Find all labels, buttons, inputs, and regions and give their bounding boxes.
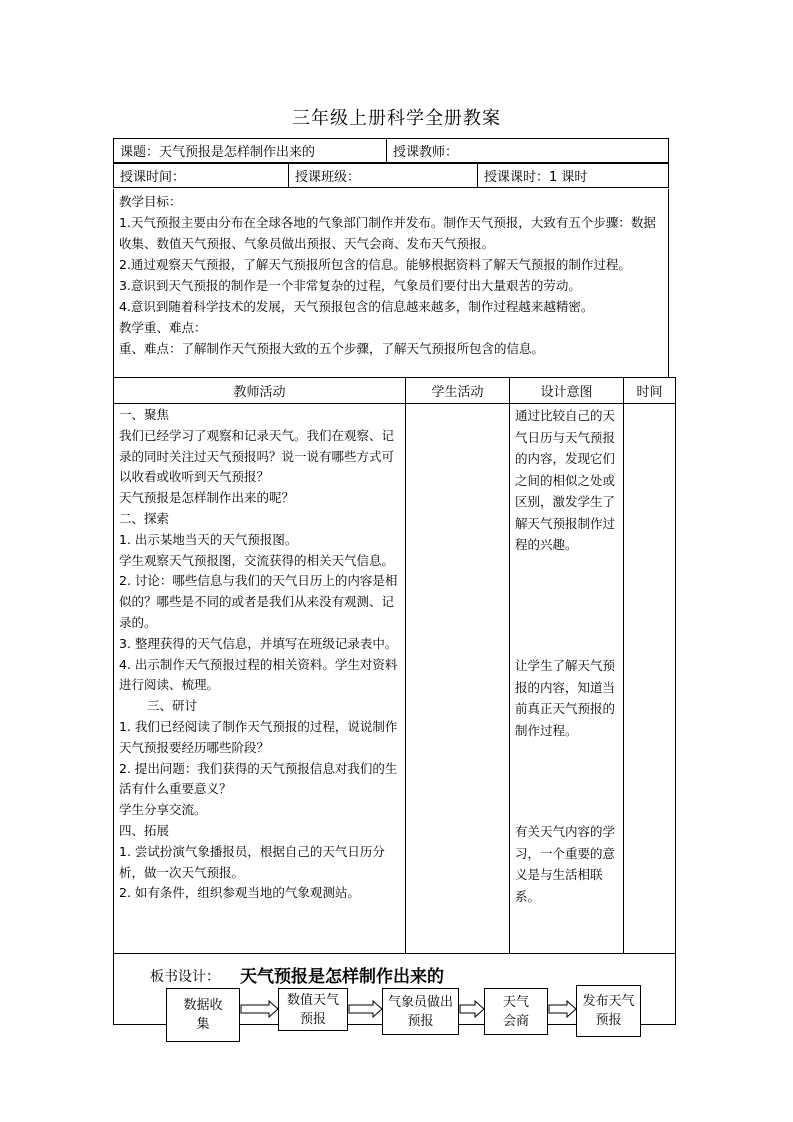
activity-line: 我们已经学习了观察和记录天气。我们在观察、记录的同时关注过天气预报吗？说一说有哪些方式可以收看或收听到天气预报？: [119, 427, 395, 485]
activity-line: 学生分享交流。: [119, 802, 207, 818]
time-cell-body: [623, 403, 676, 954]
activity-line: 一、聚焦: [119, 407, 170, 422]
flow-step-numerical-forecast: 数值天气预报: [278, 988, 348, 1031]
design-note-1: [515, 405, 620, 556]
time-cell: 授课时间：: [114, 164, 289, 188]
objective-line: 教学目标：: [119, 194, 182, 209]
activity-line: 2. 如有条件，组织参观当地的气象观测站。: [119, 885, 360, 901]
flow-step-publish: 发布天气预报: [576, 985, 641, 1037]
flow-step-data-collection: 数据收集: [166, 988, 240, 1042]
student-activity-header: 学生活动: [431, 385, 484, 400]
student-activity-cell: [405, 403, 510, 954]
topic-cell: 课题：天气预报是怎样制作出来的: [114, 139, 387, 163]
hours-cell: 授课课时：1 课时: [478, 164, 669, 188]
teacher-activity-header: 教师活动: [233, 385, 286, 400]
document-title: 三年级上册科学全册教案: [292, 108, 501, 129]
activity-line: 学生观察天气预报图，交流获得的相关天气信息。: [119, 552, 395, 568]
board-label: 板书设计：: [150, 969, 220, 985]
teacher-cell: 授课教师：: [387, 139, 669, 163]
objective-line: 4.意识到随着科学技术的发展，天气预报包含的信息越来越多，制作过程越来越精密。: [119, 299, 594, 314]
objective-line: 2.通过观察天气预报，了解天气预报所包含的信息。能够根据资料了解天气预报的制作过程。: [119, 257, 631, 272]
flow-step-forecaster: 气象员做出预报: [382, 988, 459, 1035]
teacher-activity-content: [119, 405, 402, 904]
header-row-2: [113, 163, 669, 188]
activity-line: 三、研讨: [147, 698, 198, 714]
design-note-3: [515, 821, 620, 907]
design-note-text: 有关天气内容的学习，一个重要的意义是与生活相联系。: [515, 824, 616, 904]
activity-line: 2. 讨论：哪些信息与我们的天气日历上的内容是相似的？哪些是不同的或者是我们从来没有观测、记录的。: [119, 573, 398, 630]
activity-line: 3. 整理获得的天气信息，并填写在班级记录表中。: [119, 635, 398, 651]
board-title: 天气预报是怎样制作出来的: [240, 967, 444, 987]
objective-line: 1.天气预报主要由分布在全球各地的气象部门制作并发布。制作天气预报，大致有五个步骤：数据收集、数值天气预报、气象员做出预报、天气会商、发布天气预报。: [119, 215, 656, 251]
class-cell: 授课班级：: [289, 164, 478, 188]
activity-line: 2. 提出问题：我们获得的天气预报信息对我们的生活有什么重要意义？: [119, 760, 398, 797]
objective-line: 教学重、难点：: [119, 320, 207, 335]
header-row-1: [113, 138, 669, 163]
time-header: 时间: [636, 385, 663, 400]
design-note-2: [515, 655, 620, 741]
objective-line: 重、难点：了解制作天气预报大致的五个步骤，了解天气预报所包含的信息。: [119, 341, 545, 356]
design-note-text: 让学生了解天气预报的内容，知道当前真正天气预报的制作过程。: [515, 658, 616, 738]
activity-line: 4. 出示制作天气预报过程的相关资料。学生对资料进行阅读、梳理。: [119, 656, 398, 693]
activity-line: 1. 出示某地当天的天气预报图。: [119, 531, 298, 547]
design-intent-header: 设计意图: [540, 385, 593, 400]
activity-line: 1. 我们已经阅读了制作天气预报的过程，说说制作天气预报要经历哪些阶段？: [119, 718, 398, 755]
flow-step-consultation: 天气会商: [484, 988, 548, 1035]
objective-line: 3.意识到天气预报的制作是一个非常复杂的过程，气象员们要付出大量艰苦的劳动。: [119, 278, 581, 293]
activity-line: 二、探索: [119, 510, 170, 526]
activity-line: 四、拓展: [119, 822, 170, 838]
objectives-section: [113, 189, 669, 378]
activity-line: 天气预报是怎样制作出来的呢？: [119, 490, 295, 506]
design-note-text: 通过比较自己的天气日历与天气预报的内容，发现它们之间的相似之处或区别，激发学生了解天气预报制作过程的兴趣。: [515, 408, 616, 552]
activity-line: 1. 尝试扮演气象播报员，根据自己的天气日历分析，做一次天气预报。: [119, 843, 385, 880]
